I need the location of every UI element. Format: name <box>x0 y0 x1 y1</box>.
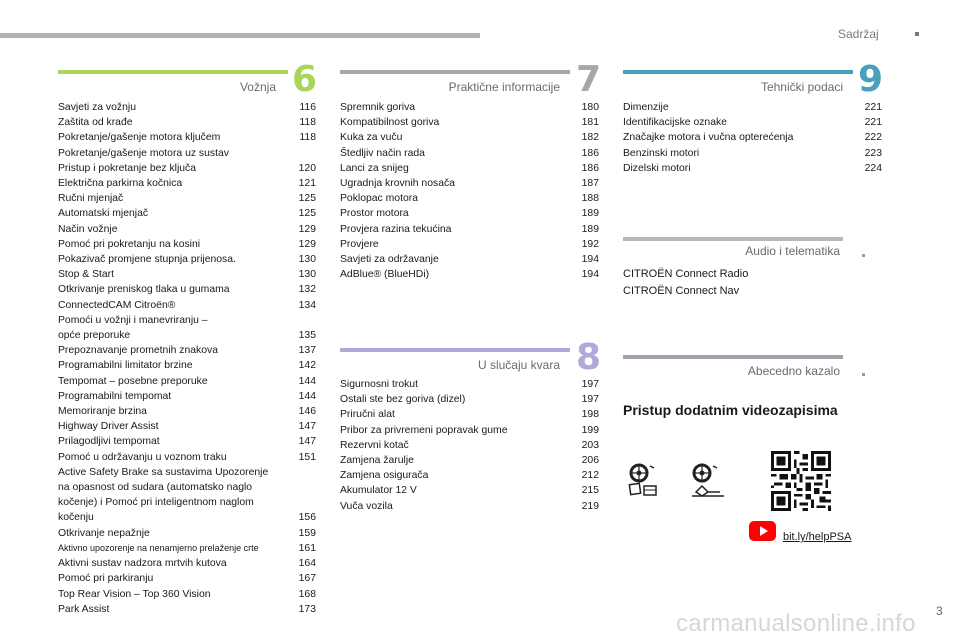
toc-entry-title: Pomoć pri parkiranju <box>58 573 154 585</box>
toc-entry-page: 180 <box>581 102 599 113</box>
toc-entry-page: 206 <box>581 455 599 467</box>
section-7-list <box>340 100 599 282</box>
toc-entry-page: 151 <box>298 451 316 463</box>
toc-entry-page: 188 <box>581 193 599 205</box>
section-9-title: Tehnički podaci <box>760 80 843 94</box>
toc-entry[interactable] <box>58 146 316 176</box>
toc-entry-title: Savjeti za održavanje <box>340 254 439 266</box>
toc-entry[interactable] <box>340 191 599 206</box>
toc-entry-page: 164 <box>298 558 316 570</box>
toc-entry-page: 118 <box>299 117 316 129</box>
audio-line <box>623 237 843 241</box>
toc-entry-title: Zamjena žarulje <box>340 455 414 467</box>
section-6-list <box>58 100 316 617</box>
section-8-list <box>340 377 599 514</box>
toc-entry[interactable] <box>58 267 316 282</box>
toc-entry-page: 159 <box>298 527 316 539</box>
toc-entry-title: ConnectedCAM Citroën® <box>58 299 176 311</box>
toc-entry[interactable] <box>58 115 316 130</box>
toc-entry-title: Lanci za snijeg <box>340 162 409 174</box>
toc-entry[interactable] <box>340 392 599 407</box>
toc-entry-page: 130 <box>298 269 316 281</box>
section-8-title: U slučaju kvara <box>477 358 560 372</box>
toc-entry[interactable] <box>340 499 599 514</box>
toc-entry-title: Štedljiv način rada <box>340 147 425 159</box>
toc-entry-page: 186 <box>581 162 599 174</box>
toc-entry[interactable] <box>58 237 316 252</box>
toc-entry-title: AdBlue® (BlueHDi) <box>340 269 430 281</box>
toc-entry-title: Zamjena osigurača <box>340 470 429 482</box>
toc-entry-page: 130 <box>298 254 316 266</box>
toc-entry[interactable] <box>58 282 316 297</box>
toc-entry-title: Stop & Start <box>58 269 115 281</box>
toc-entry[interactable] <box>340 423 599 438</box>
toc-entry-title: Poklopac motora <box>340 193 418 205</box>
toc-entry-page: 168 <box>298 588 316 600</box>
toc-entry-title: Spremnik goriva <box>340 102 416 113</box>
toc-entry-title: Pokazivač promjene stupnja prijenosa. <box>58 254 236 266</box>
toc-entry-page: 129 <box>298 238 316 250</box>
toc-entry-title: Automatski mjenjač <box>58 208 149 220</box>
toc-entry-title: Pomoć u održavanju u voznom traku <box>58 451 227 463</box>
toc-entry-title: Otkrivanje nepažnje <box>58 527 150 539</box>
toc-entry-page: 144 <box>298 375 316 387</box>
toc-entry-page: 132 <box>298 284 316 296</box>
section-9-number: 9 <box>858 59 884 100</box>
youtube-icon[interactable] <box>749 521 776 541</box>
toc-entry[interactable] <box>58 191 316 206</box>
toc-entry-title: Aktivno upozorenje na nenamjerno prelaženje crte <box>58 542 259 553</box>
toc-entry[interactable] <box>340 468 599 483</box>
section-8-line <box>340 348 570 352</box>
toc-entry[interactable] <box>623 115 882 130</box>
toc-entry-title: Pomoć pri pokretanju na kosini <box>58 238 201 250</box>
section-9-list <box>623 100 882 176</box>
toc-entry[interactable] <box>623 161 882 176</box>
page-number: 3 <box>936 604 943 618</box>
toc-entry-page: 199 <box>581 424 599 436</box>
toc-entry-title: Programabilni limitator brzine <box>58 360 193 372</box>
toc-entry-page: 161 <box>298 542 316 554</box>
toc-entry-title: Prostor motora <box>340 208 409 220</box>
toc-entry-page: 187 <box>581 178 599 190</box>
header-square <box>915 32 919 36</box>
toc-entry-page: 135 <box>298 330 316 342</box>
toc-entry-page: 147 <box>298 436 316 448</box>
toc-entry-title: Kuka za vuču <box>340 132 403 144</box>
toc-entry-page: 173 <box>298 603 316 615</box>
toc-entry-page: 221 <box>864 117 882 129</box>
toc-entry-title: Ostali ste bez goriva (dizel) <box>340 394 466 406</box>
toc-entry-title: Benzinski motori <box>623 147 700 159</box>
section-6-title: Vožnja <box>239 80 276 94</box>
toc-entry-title: Rezervni kotač <box>340 439 409 451</box>
audio-bullet <box>862 254 865 257</box>
toc-entry-title: Tempomat – posebne preporuke <box>58 375 208 387</box>
section-7-line <box>340 70 570 74</box>
toc-entry-page: 182 <box>581 132 599 144</box>
toc-entry[interactable] <box>58 298 316 313</box>
toc-entry-page: 222 <box>864 132 882 144</box>
toc-entry-title: Active Safety Brake sa sustavima Upozorenje na opasnost od sudara (automatsko naglo kočenje) i Pomoć pri inteligentnom naglom kočenju <box>58 466 269 524</box>
toc-entry-page: 212 <box>581 470 599 482</box>
section-7-title: Praktične informacije <box>448 80 560 94</box>
toc-entry-page: 203 <box>581 439 599 451</box>
toc-entry[interactable] <box>340 267 599 282</box>
audio-item[interactable]: CITROËN Connect Radio <box>623 268 749 280</box>
toc-entry-page: 156 <box>298 512 316 524</box>
toc-entry[interactable] <box>340 237 599 252</box>
toc-entry-title: Savjeti za vožnju <box>58 102 136 113</box>
toc-entry[interactable] <box>58 222 316 237</box>
help-link[interactable]: bit.ly/helpPSA <box>783 531 852 543</box>
toc-entry[interactable] <box>340 161 599 176</box>
toc-entry[interactable] <box>623 130 882 145</box>
toc-entry[interactable] <box>58 176 316 191</box>
toc-entry-title: Električna parkirna kočnica <box>58 178 183 190</box>
section-8-number: 8 <box>576 337 602 378</box>
toc-entry[interactable] <box>340 407 599 422</box>
toc-entry[interactable] <box>58 358 316 373</box>
toc-entry-page: 167 <box>298 573 316 585</box>
header-title: Sadržaj <box>838 27 879 41</box>
toc-entry-page: 194 <box>581 254 599 266</box>
toc-entry-page: 221 <box>864 102 882 113</box>
index-line <box>623 355 843 359</box>
toc-entry-title: Identifikacijske oznake <box>623 117 727 129</box>
audio-list <box>623 266 843 300</box>
toc-entry-page: 192 <box>581 238 599 250</box>
wheel-jack-icon[interactable] <box>688 462 728 502</box>
section-6-number: 6 <box>292 59 318 100</box>
toc-entry-page: 121 <box>298 178 316 190</box>
toc-entry[interactable] <box>58 541 316 556</box>
toc-entry[interactable] <box>58 571 316 586</box>
watermark: carmanualsonline.info <box>676 610 916 637</box>
toc-entry-title: Provjere <box>340 238 379 250</box>
toc-entry-page: 120 <box>298 162 316 174</box>
toc-entry-title: Highway Driver Assist <box>58 421 159 433</box>
toc-entry-title: Vuča vozila <box>340 500 393 512</box>
toc-entry-page: 116 <box>299 102 316 113</box>
audio-item[interactable]: CITROËN Connect Nav <box>623 285 740 297</box>
toc-entry[interactable] <box>58 206 316 221</box>
toc-entry-title: Pokretanje/gašenje motora ključem <box>58 132 221 144</box>
toc-entry-title: Otkrivanje preniskog tlaka u gumama <box>58 284 230 296</box>
toc-entry-title: Sigurnosni trokut <box>340 379 418 390</box>
toc-entry-page: 142 <box>298 360 316 372</box>
toc-entry[interactable] <box>58 100 316 115</box>
toc-entry[interactable] <box>58 374 316 389</box>
toc-entry[interactable] <box>58 450 316 465</box>
toc-entry[interactable] <box>340 222 599 237</box>
toc-entry-title: Akumulator 12 V <box>340 485 417 497</box>
toc-entry[interactable] <box>58 130 316 145</box>
section-7-number: 7 <box>576 59 602 100</box>
toc-entry-page: 194 <box>581 269 599 281</box>
toc-entry-page: 186 <box>581 147 599 159</box>
qr-code[interactable] <box>771 451 831 511</box>
toc-entry-title: Programabilni tempomat <box>58 390 172 402</box>
toc-entry[interactable] <box>58 556 316 571</box>
toc-entry-page: 147 <box>298 421 316 433</box>
toc-entry-page: 125 <box>298 208 316 220</box>
toc-entry[interactable] <box>58 404 316 419</box>
toc-entry-title: Značajke motora i vučna opterećenja <box>623 132 794 144</box>
toc-entry[interactable] <box>623 146 882 161</box>
toc-entry-title: Top Rear Vision – Top 360 Vision <box>58 588 211 600</box>
toc-entry-page: 215 <box>581 485 599 497</box>
toc-entry[interactable] <box>58 434 316 449</box>
toc-entry[interactable] <box>58 389 316 404</box>
toc-entry-page: 144 <box>298 390 316 402</box>
toc-entry-page: 224 <box>864 162 882 174</box>
toc-entry[interactable] <box>58 313 316 343</box>
toc-entry-page: 181 <box>581 117 599 129</box>
toc-entry-title: Park Assist <box>58 603 110 615</box>
toc-entry[interactable] <box>340 252 599 267</box>
toc-entry-title: Zaštita od krađe <box>58 117 133 129</box>
toc-entry-page: 197 <box>581 379 599 390</box>
header-bar <box>0 33 480 38</box>
toc-entry-page: 198 <box>581 409 599 421</box>
toc-entry-title: Prilagodljivi tempomat <box>58 436 160 448</box>
toc-entry-page: 189 <box>581 223 599 235</box>
toc-entry-title: Provjera razina tekućina <box>340 223 452 235</box>
index-title: Abecedno kazalo <box>747 364 840 378</box>
toc-entry-page: 118 <box>299 132 316 144</box>
toc-entry[interactable] <box>340 206 599 221</box>
toc-entry-title: Pomoći u vožnji i manevriranju – opće preporuke <box>58 314 208 342</box>
toc-entry[interactable] <box>340 438 599 453</box>
toc-entry[interactable] <box>340 130 599 145</box>
toc-entry[interactable] <box>58 465 316 526</box>
toc-entry-page: 125 <box>298 193 316 205</box>
audio-title: Audio i telematika <box>745 244 840 258</box>
toc-entry[interactable] <box>340 176 599 191</box>
toc-entry-title: Aktivni sustav nadzora mrtvih kutova <box>58 558 227 570</box>
toc-entry-title: Ugradnja krovnih nosača <box>340 178 455 190</box>
toc-entry-page: 137 <box>298 345 316 357</box>
toc-entry[interactable] <box>340 483 599 498</box>
toc-entry-title: Priručni alat <box>340 409 395 421</box>
index-bullet <box>862 373 865 376</box>
toc-entry-title: Dizelski motori <box>623 162 691 174</box>
toc-entry[interactable] <box>58 419 316 434</box>
toc-entry[interactable] <box>623 100 882 115</box>
toc-entry[interactable] <box>58 602 316 617</box>
toc-entry-page: 146 <box>298 406 316 418</box>
toc-entry[interactable] <box>340 100 599 115</box>
section-6-line <box>58 70 288 74</box>
toc-entry-page: 223 <box>864 147 882 159</box>
toc-entry[interactable] <box>340 146 599 161</box>
toc-entry-page: 129 <box>298 223 316 235</box>
toc-entry-title: Pokretanje/gašenje motora uz sustav Pristup i pokretanje bez ključa <box>58 147 229 174</box>
toc-entry-page: 134 <box>298 299 316 311</box>
toc-entry[interactable] <box>58 526 316 541</box>
toc-entry-title: Prepoznavanje prometnih znakova <box>58 345 218 357</box>
wheel-tools-icon[interactable] <box>624 462 664 502</box>
toc-entry[interactable] <box>340 377 599 392</box>
toc-entry-title: Kompatibilnost goriva <box>340 117 440 129</box>
toc-entry[interactable] <box>58 587 316 602</box>
section-9-line <box>623 70 853 74</box>
video-heading: Pristup dodatnim videozapisima <box>623 402 838 418</box>
toc-entry-title: Način vožnje <box>58 223 118 235</box>
toc-entry[interactable] <box>340 115 599 130</box>
toc-entry-title: Dimenzije <box>623 102 669 113</box>
toc-entry-page: 219 <box>581 500 599 512</box>
toc-entry-page: 197 <box>581 394 599 406</box>
toc-entry-title: Memoriranje brzina <box>58 406 147 418</box>
toc-entry-title: Pribor za privremeni popravak gume <box>340 424 508 436</box>
toc-entry[interactable] <box>340 453 599 468</box>
toc-entry[interactable] <box>58 343 316 358</box>
toc-entry[interactable] <box>58 252 316 267</box>
toc-entry-page: 189 <box>581 208 599 220</box>
toc-entry-title: Ručni mjenjač <box>58 193 124 205</box>
